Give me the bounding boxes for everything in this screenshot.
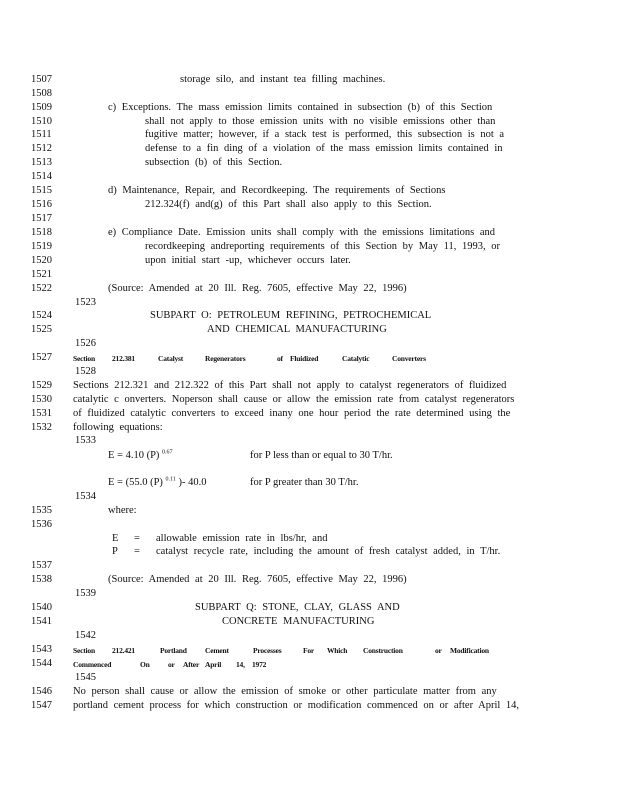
- line-number: 1528: [75, 366, 96, 377]
- formula-condition: for P greater than 30 T/hr.: [250, 477, 359, 488]
- line-number: 1541: [31, 616, 52, 627]
- equation-2: [108, 477, 206, 489]
- line-number: 1538: [31, 574, 52, 585]
- line-text: following equations:: [73, 422, 163, 433]
- formula-exponent: 0.11: [165, 476, 176, 483]
- line-number: 1515: [31, 185, 52, 196]
- line-text: catalytic c onverters. Noperson shall cause or allow the emission rate from catalyst regenerators: [73, 394, 515, 405]
- heading-word: Converters: [392, 354, 426, 363]
- heading-word: Processes: [253, 646, 282, 655]
- line-number: 1514: [31, 171, 52, 182]
- line-number: 1520: [31, 255, 52, 266]
- heading-word: 14,: [236, 660, 245, 669]
- line-number: 1534: [75, 491, 96, 502]
- line-text: CONCRETE MANUFACTURING: [222, 616, 375, 627]
- equation-1: [108, 450, 173, 462]
- heading-word: Cement: [205, 646, 229, 655]
- line-number: 1524: [31, 310, 52, 321]
- heading-word: Catalytic: [342, 354, 370, 363]
- line-text: 212.324(f) and(g) of this Part shall also apply to this Section.: [145, 199, 432, 210]
- heading-word: Portland: [160, 646, 187, 655]
- line-text: of fluidized catalytic converters to exceed inany one hour period the rate determined using the: [73, 408, 511, 419]
- line-number: 1517: [31, 213, 52, 224]
- line-number: 1511: [31, 129, 52, 140]
- heading-word: Catalyst: [158, 354, 184, 363]
- line-number: 1512: [31, 143, 52, 154]
- heading-word: or: [168, 660, 175, 669]
- line-text: c) Exceptions. The mass emission limits contained in subsection (b) of this Section: [108, 102, 493, 113]
- line-number: 1509: [31, 102, 52, 113]
- heading-word: Regenerators: [205, 354, 246, 363]
- formula-lhs: E = (55.0 (P): [108, 477, 166, 488]
- heading-word: 1972: [252, 660, 267, 669]
- line-text: AND CHEMICAL MANUFACTURING: [207, 324, 387, 335]
- line-number: 1532: [31, 422, 52, 433]
- line-text: portland cement process for which construction or modification commenced on or after April 14,: [73, 700, 520, 711]
- definition-symbol: E: [112, 533, 119, 544]
- heading-word: On: [140, 660, 150, 669]
- heading-word: After: [183, 660, 200, 669]
- line-number: 1535: [31, 505, 52, 516]
- line-text: (Source: Amended at 20 Ill. Reg. 7605, effective May 22, 1996): [108, 574, 407, 585]
- line-text: where:: [108, 505, 137, 516]
- line-number: 1516: [31, 199, 52, 210]
- line-number: 1533: [75, 435, 96, 446]
- line-text: upon initial start -up, whichever occurs later.: [145, 255, 351, 266]
- line-number: 1510: [31, 116, 52, 127]
- line-text: SUBPART O: PETROLEUM REFINING, PETROCHEMICAL: [150, 310, 432, 321]
- line-number: 1546: [31, 686, 52, 697]
- line-number: 1545: [75, 672, 96, 683]
- line-number: 1531: [31, 408, 52, 419]
- heading-word: Fluidized: [290, 354, 319, 363]
- definition-equals: =: [134, 546, 140, 557]
- line-text: storage silo, and instant tea filling machines.: [180, 74, 386, 85]
- line-number: 1513: [31, 157, 52, 168]
- line-number: 1521: [31, 269, 52, 280]
- line-number: 1519: [31, 241, 52, 252]
- heading-word: April: [205, 660, 222, 669]
- line-text: e) Compliance Date. Emission units shall comply with the emissions limitations and: [108, 227, 496, 238]
- line-number: 1530: [31, 394, 52, 405]
- line-number: 1539: [75, 588, 96, 599]
- line-number: 1525: [31, 324, 52, 335]
- heading-word: Section: [73, 646, 95, 655]
- formula-lhs: E = 4.10 (P): [108, 450, 163, 461]
- heading-word: Commenced: [73, 660, 112, 669]
- line-text: subsection (b) of this Section.: [145, 157, 283, 168]
- heading-word: Section: [73, 354, 95, 363]
- definition-symbol: P: [112, 546, 118, 557]
- line-number: 1540: [31, 602, 52, 613]
- formula-exponent: 0.67: [162, 449, 173, 456]
- line-text: recordkeeping andreporting requirements of this Section by May 11, 1993, or: [145, 241, 501, 252]
- line-number: 1536: [31, 519, 52, 530]
- heading-word: For: [303, 646, 315, 655]
- line-text: d) Maintenance, Repair, and Recordkeeping. The requirements of Sections: [108, 185, 446, 196]
- line-number: 1547: [31, 700, 52, 711]
- heading-word: 212.421: [112, 646, 135, 655]
- line-number: 1527: [31, 352, 52, 363]
- definition-text: allowable emission rate in lbs/hr, and: [156, 533, 328, 544]
- line-number: 1518: [31, 227, 52, 238]
- line-number: 1508: [31, 88, 52, 99]
- line-text: (Source: Amended at 20 Ill. Reg. 7605, effective May 22, 1996): [108, 283, 407, 294]
- line-number: 1522: [31, 283, 52, 294]
- heading-word: Construction: [363, 646, 403, 655]
- heading-word: Modification: [450, 646, 489, 655]
- line-number: 1543: [31, 644, 52, 655]
- formula-condition: for P less than or equal to 30 T/hr.: [250, 450, 393, 461]
- line-text: defense to a fin ding of a violation of the mass emission limits contained in: [145, 143, 503, 154]
- heading-word: or: [435, 646, 442, 655]
- line-text: SUBPART Q: STONE, CLAY, GLASS AND: [195, 602, 400, 613]
- line-number: 1526: [75, 338, 96, 349]
- line-number: 1542: [75, 630, 96, 641]
- heading-word: 212.381: [112, 354, 135, 363]
- definition-equals: =: [134, 533, 140, 544]
- heading-word: of: [277, 354, 283, 363]
- line-text: shall not apply to those emission units with no visible emissions other than: [145, 116, 496, 127]
- heading-word: Which: [327, 646, 348, 655]
- line-number: 1544: [31, 658, 52, 669]
- line-number: 1523: [75, 297, 96, 308]
- line-number: 1507: [31, 74, 52, 85]
- line-text: fugitive matter; however, if a stack test is performed, this subsection is not a: [145, 129, 505, 140]
- line-number: 1537: [31, 560, 52, 571]
- definition-text: catalyst recycle rate, including the amount of fresh catalyst added, in T/hr.: [156, 546, 501, 557]
- formula-rhs: )- 40.0: [175, 477, 207, 488]
- line-text: No person shall cause or allow the emission of smoke or other particulate matter from any: [73, 686, 497, 697]
- line-number: 1529: [31, 380, 52, 391]
- line-text: Sections 212.321 and 212.322 of this Part shall not apply to catalyst regenerators of fluidized: [73, 380, 507, 391]
